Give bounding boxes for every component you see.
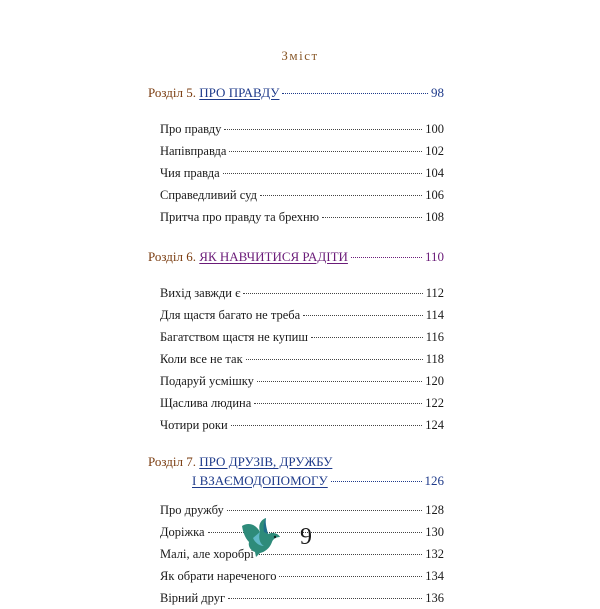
entry-page-number: 106 — [425, 188, 444, 202]
entry-label: Багатством щастя не купиш — [160, 330, 308, 344]
entry-page-number: 128 — [425, 503, 444, 517]
dot-leader — [224, 129, 422, 130]
toc-entry[interactable] — [148, 587, 444, 609]
entry-label: Щаслива людина — [160, 396, 252, 410]
entry-label: Про дружбу — [160, 503, 224, 517]
toc-chapter-7[interactable] — [148, 453, 444, 471]
toc-entry[interactable] — [148, 326, 444, 348]
entry-page-number: 132 — [425, 547, 444, 561]
dot-leader — [311, 337, 423, 338]
dot-leader — [243, 293, 422, 294]
dot-leader — [260, 195, 422, 196]
dot-leader — [322, 217, 422, 218]
entry-label: Про правду — [160, 122, 222, 136]
dot-leader — [231, 425, 423, 426]
toc-entry[interactable] — [148, 282, 444, 304]
page-footer — [238, 516, 312, 558]
dot-leader — [229, 151, 422, 152]
chapter-page-number: 126 — [424, 473, 444, 488]
entry-label: Доріжка — [160, 525, 205, 539]
toc-entry[interactable] — [148, 118, 444, 140]
dot-leader — [254, 403, 422, 404]
entry-label: Малі, але хоробрі — [160, 547, 254, 561]
dot-leader — [279, 576, 422, 577]
entry-page-number: 104 — [425, 166, 444, 180]
dot-leader — [228, 598, 422, 599]
dot-leader — [331, 481, 422, 482]
chapter-page-number: 98 — [431, 85, 444, 100]
entry-page-number: 124 — [425, 418, 444, 432]
toc-chapter-5[interactable] — [148, 82, 444, 104]
entry-page-number: 120 — [425, 374, 444, 388]
entry-page-number: 136 — [425, 591, 444, 605]
entry-label: Справедливий суд — [160, 188, 257, 202]
toc-entry[interactable] — [148, 304, 444, 326]
entry-label: Вихід завжди є — [160, 286, 241, 300]
entry-label: Чотири роки — [160, 418, 228, 432]
page-number: 9 — [300, 523, 312, 550]
entry-page-number: 130 — [425, 525, 444, 539]
chapter-title: ЯК НАВЧИТИСЯ РАДІТИ — [199, 249, 348, 264]
chapter-title-line-2: І ВЗАЄМОДОПОМОГУ — [192, 473, 328, 488]
chapter-title: ПРО ПРАВДУ — [199, 85, 280, 100]
toc-entry[interactable] — [148, 206, 444, 228]
toc-entry[interactable] — [148, 414, 444, 436]
bird-icon — [238, 516, 286, 558]
toc-entry[interactable] — [148, 162, 444, 184]
toc-entry[interactable] — [148, 348, 444, 370]
dot-leader — [257, 381, 422, 382]
entry-page-number: 134 — [425, 569, 444, 583]
dot-leader — [223, 173, 423, 174]
entry-page-number: 118 — [425, 352, 444, 366]
entry-label: Чия правда — [160, 166, 220, 180]
chapter-prefix: Розділ 6. — [148, 249, 197, 264]
entry-page-number: 114 — [425, 308, 444, 322]
toc-entry[interactable] — [148, 140, 444, 162]
chapter-prefix: Розділ 7. — [148, 454, 197, 469]
toc-entry[interactable] — [148, 392, 444, 414]
chapter-prefix: Розділ 5. — [148, 85, 197, 100]
toc-chapter-7-continued[interactable] — [148, 471, 444, 491]
entry-label: Вірний друг — [160, 591, 226, 605]
toc-entry[interactable] — [148, 184, 444, 206]
entry-label: Для щастя багато не треба — [160, 308, 301, 322]
entry-label: Притча про правду та брехню — [160, 210, 320, 224]
entry-label: Коли все не так — [160, 352, 243, 366]
page-title: Зміст — [281, 48, 319, 63]
dot-leader — [227, 510, 422, 511]
dot-leader — [303, 315, 423, 316]
entry-page-number: 102 — [425, 144, 444, 158]
chapter-page-number: 110 — [424, 249, 444, 264]
entry-page-number: 108 — [425, 210, 444, 224]
entry-label: Напівправда — [160, 144, 227, 158]
dot-leader — [351, 257, 422, 258]
toc-entry[interactable] — [148, 565, 444, 587]
entry-page-number: 116 — [425, 330, 444, 344]
dot-leader — [282, 93, 428, 94]
toc-chapter-6[interactable] — [148, 246, 444, 268]
toc-entry[interactable] — [148, 370, 444, 392]
chapter-title-line-1: ПРО ДРУЗІВ, ДРУЖБУ — [199, 454, 333, 469]
entry-page-number: 112 — [425, 286, 444, 300]
dot-leader — [246, 359, 423, 360]
entry-page-number: 122 — [425, 396, 444, 410]
entry-label: Як обрати нареченого — [160, 569, 277, 583]
entry-page-number: 100 — [425, 122, 444, 136]
entry-label: Подаруй усмішку — [160, 374, 254, 388]
